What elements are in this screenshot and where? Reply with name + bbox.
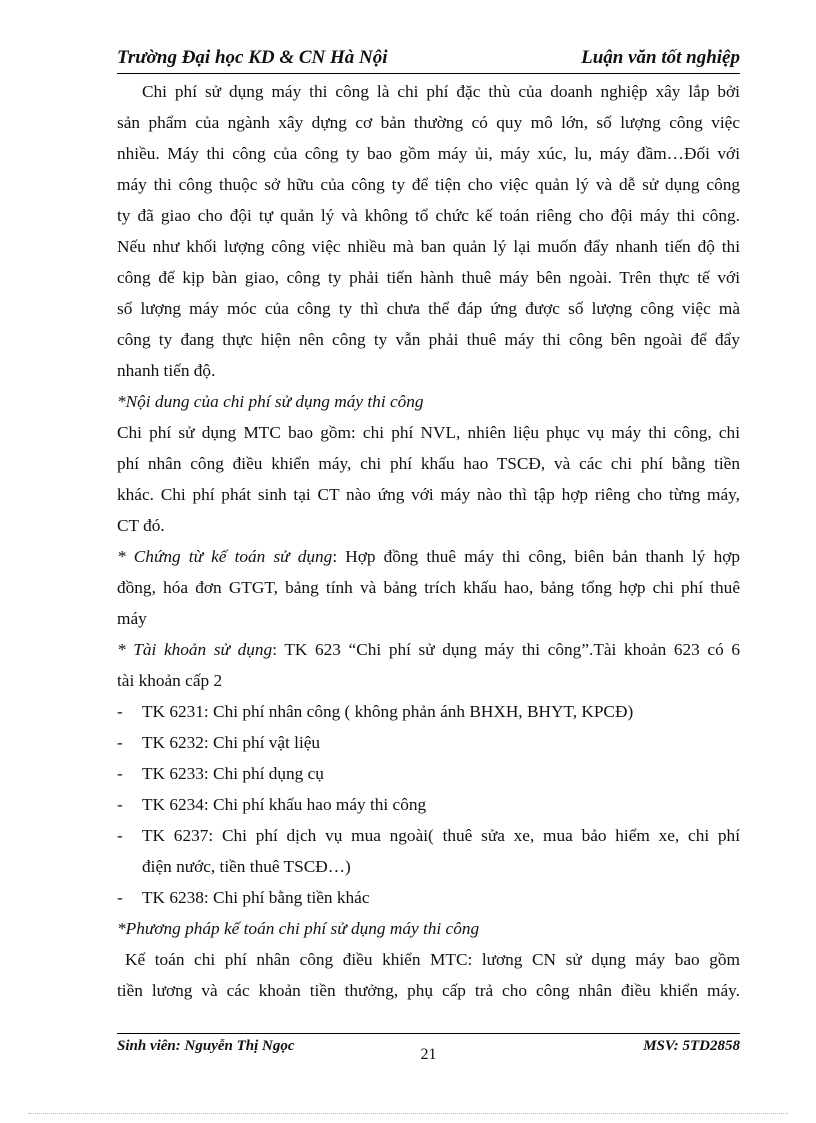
paragraph-line: phí nhân công điều khiển máy, chi phí khấu hao TSCĐ, và các chi phí bằng tiền [117,454,740,473]
paragraph-line: Chi phí sử dụng máy thi công là chi phí đặc thù của doanh nghiệp xây lắp bởi [142,82,740,101]
paragraph-line: đồng, hóa đơn GTGT, bảng tính và bảng trích khấu hao, bảng tổng hợp chi phí thuê [117,578,740,597]
bullet-dash: - [117,702,123,721]
list-item [117,882,740,913]
paragraph-line: nhanh tiến độ. [117,361,216,380]
header-school: Trường Đại học KD & CN Hà Nội [117,47,388,68]
paragraph-line: công để kịp bàn giao, công ty phải tiến hành thuê máy bên ngoài. Trên thực tế với [117,268,740,287]
paragraph-line: ty đã giao cho đội tự quản lý và không tổ chức kế toán riêng cho đội máy thi công. [117,206,740,225]
footer-student-id: MSV: 5TD2858 [643,1038,740,1054]
paragraph-line: máy [117,609,147,628]
account-6233: TK 6233: Chi phí dụng cụ [142,764,324,783]
paragraph-line: khác. Chi phí phát sinh tại CT nào ứng với máy nào thì tập hợp riêng cho từng máy, [117,485,740,504]
bullet-dash: - [117,888,123,907]
paragraph-line: máy thi công thuộc sở hữu của công ty để tiện cho việc quản lý và dễ sử dụng công [117,175,740,194]
account-6237: TK 6237: Chi phí dịch vụ mua ngoài( thuê sửa xe, mua bảo hiểm xe, chi phí [142,826,740,845]
header-rule [117,73,740,74]
list-item-continuation: điện nước, tiền thuê TSCĐ…) [142,857,351,876]
account-6238: TK 6238: Chi phí bằng tiền khác [142,888,370,907]
accounts-label: * Tài khoản sử dụng [117,640,273,659]
bullet-dash: - [117,795,123,814]
bullet-dash: - [117,826,123,845]
paragraph-line: nhiều. Máy thi công của công ty bao gồm máy ủi, máy xúc, lu, máy đầm…Đối với [117,144,740,163]
page-header [117,47,740,73]
documents-label: * Chứng từ kế toán sử dụng [117,547,333,566]
paragraph-line: Kế toán chi phí nhân công điều khiển MTC: lương CN sử dụng máy bao gồm [125,950,740,969]
paragraph-line: sản phẩm của ngành xây dựng cơ bản thường có quy mô lớn, số lượng công việc [117,113,740,132]
list-item [117,758,740,789]
list-item [117,820,740,851]
documents-line [117,541,740,572]
header-doc-type: Luận văn tốt nghiệp [581,47,740,68]
accounts-text: : TK 623 “Chi phí sử dụng máy thi công”.Tài khoản 623 có 6 [272,640,740,659]
bullet-dash: - [117,733,123,752]
paragraph-line: CT đó. [117,516,165,535]
bullet-dash: - [117,764,123,783]
account-6234: TK 6234: Chi phí khấu hao máy thi công [142,795,427,814]
footer-student: Sinh viên: Nguyễn Thị Ngọc [117,1038,295,1054]
account-6232: TK 6232: Chi phí vật liệu [142,733,321,752]
page-bottom-border [28,1113,788,1114]
paragraph-line: tài khoản cấp 2 [117,671,223,690]
section-heading-content: *Nội dung của chi phí sử dụng máy thi công [117,392,424,411]
page-number: 21 [420,1046,437,1063]
section-heading-method: *Phương pháp kế toán chi phí sử dụng máy thi công [117,919,480,938]
documents-text: : Hợp đồng thuê máy thi công, biên bản thanh lý hợp [332,547,740,566]
footer-rule [117,1033,740,1034]
accounts-line [117,634,740,665]
paragraph-line: số lượng máy móc của công ty thì chưa thể đáp ứng được số lượng công việc mà [117,299,740,318]
page-body [117,76,740,1006]
paragraph-line: tiền lương và các khoản tiền thưởng, phụ cấp trả cho công nhân điều khiển máy. [117,981,740,1000]
account-6231: TK 6231: Chi phí nhân công ( không phản ánh BHXH, BHYT, KPCĐ) [142,702,634,721]
paragraph-line: Chi phí sử dụng MTC bao gồm: chi phí NVL, nhiên liệu phục vụ máy thi công, chi [117,423,740,442]
paragraph-line: công ty đang thực hiện nên công ty vẫn phải thuê máy thi công bên ngoài để đẩy [117,330,740,349]
list-item [117,696,740,727]
list-item [117,789,740,820]
page-footer [117,1038,740,1064]
list-item [117,727,740,758]
paragraph-line: Nếu như khối lượng công việc nhiều mà ban quản lý lại muốn đẩy nhanh tiến độ thi [117,237,740,256]
